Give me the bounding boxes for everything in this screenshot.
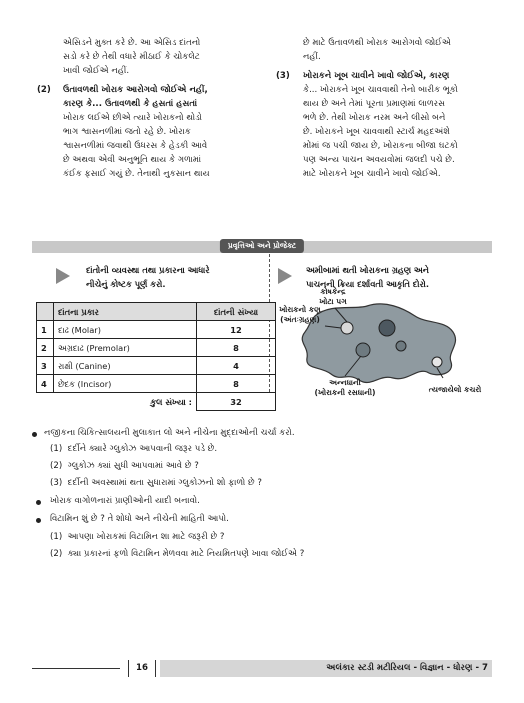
item-2-line-5: છે અથવા એવી અનુભૂતિ થાય કે ગળામાં	[63, 155, 202, 165]
item-3-number: (3)	[276, 71, 290, 81]
activities-banner-label: પ્રવૃત્તિઓ અને પ્રોજેક્ટ	[220, 239, 304, 253]
item-2-number: (2)	[37, 85, 51, 95]
nucleus-shape	[379, 320, 395, 336]
label-food-particle: ખોરાકનો કણ (અંતઃગ્રહણ)	[279, 305, 321, 324]
item-3-title: ખોરાકને ખૂબ ચાવીને ખાવો જોઈએ, કારણ	[303, 71, 450, 81]
waste-shape	[432, 357, 442, 367]
food-vacuole-shape	[396, 341, 406, 351]
item-3-line-7: માટે ખોરાકને ખૂબ ચાવીને ખાવો જોઈએ.	[303, 169, 441, 179]
question-clinic: નજીકના ચિકિત્સાલયની મુલાકાત લો અને નીચેના મુદ્દાઓની ચર્ચા કરો.	[44, 428, 295, 438]
right-column	[276, 36, 499, 181]
question-vitamin: વિટામિન શું છે ? તે શોધો અને નીચેની માહિતી આપો.	[50, 514, 229, 524]
label-food-vacuole: અન્નધાની (ખોરાકની રસધાની)	[314, 378, 376, 397]
row-type: દાઢ (Molar)	[54, 321, 197, 339]
row-type: રાક્ષી (Canine)	[54, 357, 197, 375]
item-3-line-1: કે... ખોરાકને ખૂબ ચાવવાથી તેનો બારીક ભૂકો	[303, 85, 459, 95]
label-waste: ત્યજાયેલો કચરો	[428, 385, 482, 394]
food-particle-shape	[341, 322, 353, 334]
item-2-line-1: કારણ કે... ઉતાવળથી કે હસતાં હસતાં	[63, 99, 198, 109]
bullet-icon	[36, 518, 41, 523]
page-footer	[32, 660, 492, 678]
row-count: 4	[197, 357, 276, 375]
table-instruction-box	[80, 262, 264, 294]
total-value: 32	[197, 393, 276, 411]
row-type: અગ્રદાઢ (Premolar)	[54, 339, 197, 357]
pointer-arrow-icon	[56, 268, 70, 284]
footer-title: અલંકાર સ્ટડી મટીરિયલ - વિજ્ઞાન - ધોરણ - 7	[160, 660, 492, 677]
table-row	[37, 357, 276, 375]
row-type: છેદક (Incisor)	[54, 375, 197, 393]
header-tooth-count: દાંતની સંખ્યા	[197, 303, 276, 321]
row-number: 3	[37, 357, 54, 375]
question-clinic-2: (2) ગ્લુકોઝ ક્યાં સુધી આપવામાં આવે છે ?	[50, 461, 199, 471]
item-2-title: ઉતાવળથી ખોરાક આરોગવો જોઈએ નહીં,	[63, 85, 208, 95]
table-row	[37, 375, 276, 393]
pointer-arrow-icon	[278, 268, 292, 284]
question-clinic-3: (3) દર્દીની અવસ્થામાં થતા સુધારામાં ગ્લુકોઝનો શો ફાળો છે ?	[50, 478, 262, 488]
diagram-instruction-line-2: પાચનની ક્રિયા દર્શાવતી આકૃતિ દોરો.	[306, 279, 430, 289]
table-total-row	[37, 393, 276, 411]
intro-line-1: એસિડને મુક્ત કરે છે. આ એસિડ દાંતનો	[63, 38, 201, 48]
item-2-line-6: કંઈક ફસાઈ ગયું છે. તેનાથી નુકસાન થાય	[63, 169, 210, 179]
table-header-row	[37, 303, 276, 321]
row-count: 12	[197, 321, 276, 339]
page-number: 16	[128, 660, 156, 677]
row-count: 8	[197, 339, 276, 357]
item-2-line-2: ખોરાક લઈએ છીએ ત્યારે ખોરાકનો થોડો	[63, 113, 203, 123]
item-3-line-5: મોંમાં જ પચી જાય છે, ખોરાકના બીજા ઘટકો	[303, 141, 458, 151]
table-row	[37, 339, 276, 357]
header-tooth-type: દાંતના પ્રકાર	[54, 303, 197, 321]
row-count: 8	[197, 375, 276, 393]
total-label: કુલ સંખ્યા :	[150, 396, 192, 407]
item-3-line-4: છે. ખોરાકને ખૂબ ચાવવાથી સ્ટાર્ચ મહદઅંશે	[303, 127, 450, 137]
diagram-instruction-line-1: અમીબામાં થતી ખોરાકના ગ્રહણ અને	[306, 265, 429, 275]
teeth-table	[36, 302, 276, 411]
food-vacuole-shape	[356, 343, 370, 357]
right-top-line-2: નહીં.	[303, 52, 321, 62]
left-column	[37, 36, 260, 181]
question-clinic-1: (1) દર્દીને ક્યારે ગ્લુકોઝ આપવાની જરૂર પડે છે.	[50, 444, 218, 454]
table-instruction-line-2: નીચેનું કોષ્ટક પૂર્ણ કરો.	[86, 279, 166, 289]
row-number: 2	[37, 339, 54, 357]
row-number: 4	[37, 375, 54, 393]
row-number: 1	[37, 321, 54, 339]
item-3-line-3: ભળે છે. તેથી ખોરાક નરમ અને લીસો બને	[303, 113, 446, 123]
table-row	[37, 321, 276, 339]
right-top-line-1: છે માટે ઉતાવળથી ખોરાક આરોગવો જોઈએ	[303, 38, 451, 48]
item-2-line-3: ભાગ શ્વાસનળીમાં જતો રહે છે. ખોરાક	[63, 127, 191, 137]
intro-line-3: ખાવી જોઈએ નહીં.	[63, 66, 130, 76]
table-instruction-line-1: દાંતોની વ્યવસ્થા તથા પ્રકારના આધારે	[86, 265, 210, 275]
activities-banner	[32, 241, 492, 253]
question-vitamin-2: (2) ક્યા પ્રકારનાં ફળો વિટામિન મેળવવા માટે નિયમિતપણે ખાવા જોઈએ ?	[50, 549, 305, 559]
item-2-line-4: શ્વાસનળીમાં જવાથી ઉધરસ કે હેડકી આવે	[63, 141, 208, 151]
question-vitamin-1: (1) આપણા ખોરાકમાં વિટામિન શા માટે જરૂરી છે ?	[50, 532, 225, 542]
bullet-icon	[36, 500, 41, 505]
item-3-line-2: થાય છે અને તેમાં પૂરતા પ્રમાણમાં લાળરસ	[303, 99, 446, 109]
bullet-icon	[32, 432, 37, 437]
question-ruminants: ખોરાક વાગોળનારાં પ્રાણીઓની યાદી બનાવો.	[50, 496, 200, 506]
item-3-line-6: પણ અન્ય પાચન અવયવોમાં જલદી પચે છે.	[303, 155, 455, 165]
intro-line-2: સડો કરે છે તેથી વધારે મીઠાઈ કે ચોકલેટ	[63, 52, 200, 62]
label-nucleus: કોષકેન્દ્ર ખોટા પગ	[319, 287, 347, 306]
